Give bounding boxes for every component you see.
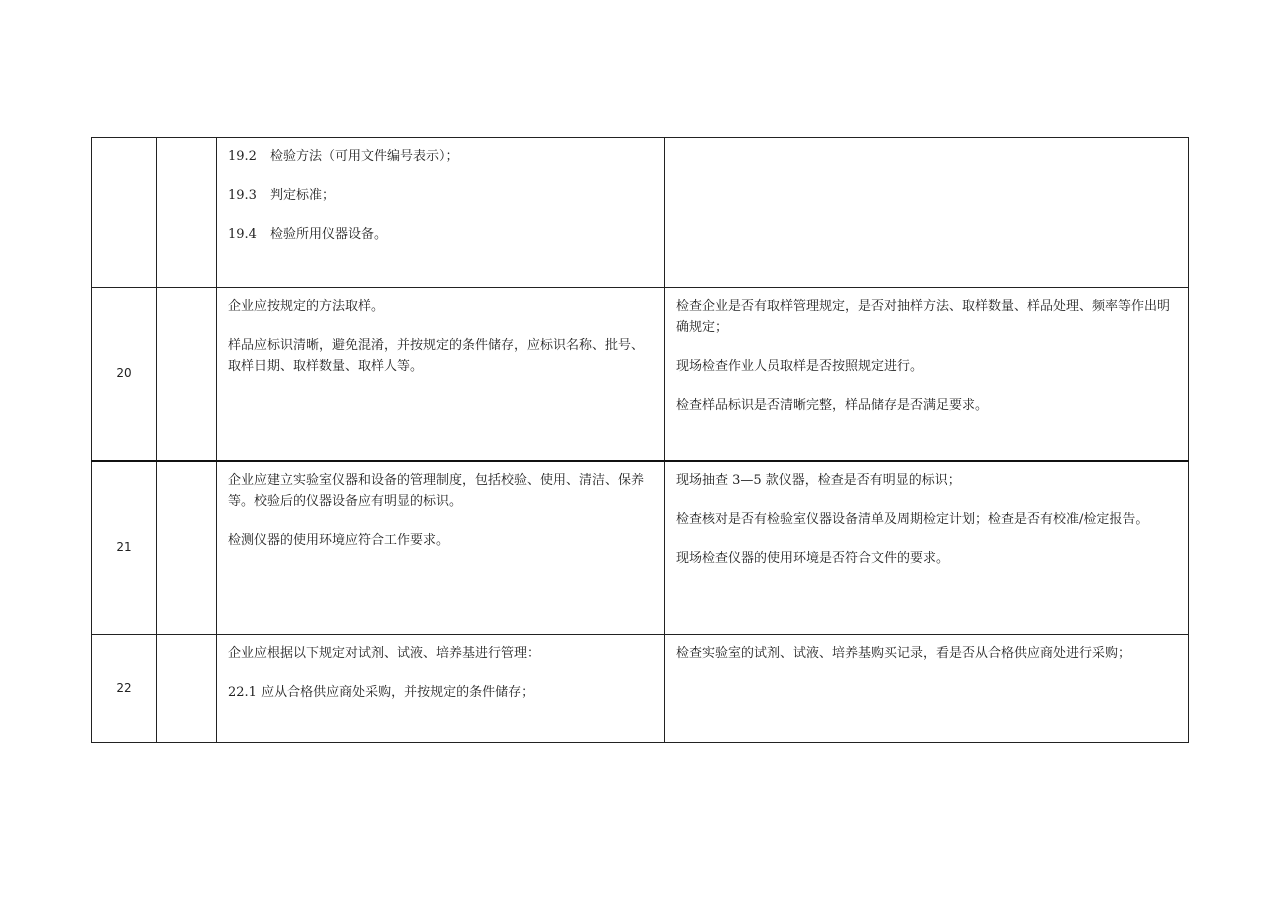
requirement-text: 22.1 应从合格供应商处采购，并按规定的条件储存； (228, 685, 535, 700)
check-text: 检查实验室的试剂、试液、培养基购买记录，看是否从合格供应商处进行采购； (676, 646, 1132, 661)
requirement-text: 检测仪器的使用环境应符合工作要求。 (228, 532, 450, 548)
check-text: 现场检查作业人员取样是否按照规定进行。 (676, 359, 924, 374)
check-text: 检查样品标识是否清晰完整，样品储存是否满足要求。 (676, 398, 989, 413)
row-blank-cell (157, 288, 217, 461)
row-blank-cell (157, 138, 217, 288)
requirement-cell (217, 635, 665, 743)
requirement-cell (217, 461, 665, 635)
check-cell (665, 461, 1189, 635)
requirement-cell (217, 288, 665, 461)
requirement-cell (217, 138, 665, 288)
check-cell (665, 288, 1189, 461)
table-row (92, 138, 1189, 288)
requirement-text: 样品应标识清晰，避免混淆，并按规定的条件储存，应标识名称、批号、取样日期、取样数量、取样人等。 (228, 338, 645, 374)
row-number: 22 (92, 635, 157, 743)
row-number: 20 (92, 288, 157, 461)
inspection-table (91, 137, 1189, 743)
check-cell (665, 138, 1189, 288)
requirement-text: 企业应根据以下规定对试剂、试液、培养基进行管理： (228, 646, 541, 661)
check-text: 检查核对是否有检验室仪器设备清单及周期检定计划；检查是否有校准/检定报告。 (676, 511, 1149, 527)
row-number (92, 138, 157, 288)
requirement-text: 19.2 检验方法（可用文件编号表示）； (228, 149, 459, 164)
check-text: 现场检查仪器的使用环境是否符合文件的要求。 (676, 550, 950, 566)
check-cell (665, 635, 1189, 743)
row-blank-cell (157, 635, 217, 743)
table-row (92, 635, 1189, 743)
requirement-text: 19.3 判定标准； (228, 188, 335, 203)
table-row (92, 288, 1189, 461)
requirement-text: 企业应按规定的方法取样。 (228, 299, 385, 314)
requirement-text: 19.4 检验所用仪器设备。 (228, 227, 387, 242)
check-text: 现场抽查 3—5 款仪器，检查是否有明显的标识； (676, 472, 961, 488)
requirement-text: 企业应建立实验室仪器和设备的管理制度，包括校验、使用、清洁、保养等。校验后的仪器设备应有明显的标识。 (228, 472, 645, 509)
inspection-table-container (91, 137, 1188, 743)
table-row (92, 461, 1189, 635)
row-blank-cell (157, 461, 217, 635)
check-text: 检查企业是否有取样管理规定，是否对抽样方法、取样数量、样品处理、频率等作出明确规定； (676, 299, 1171, 335)
row-number: 21 (92, 461, 157, 635)
